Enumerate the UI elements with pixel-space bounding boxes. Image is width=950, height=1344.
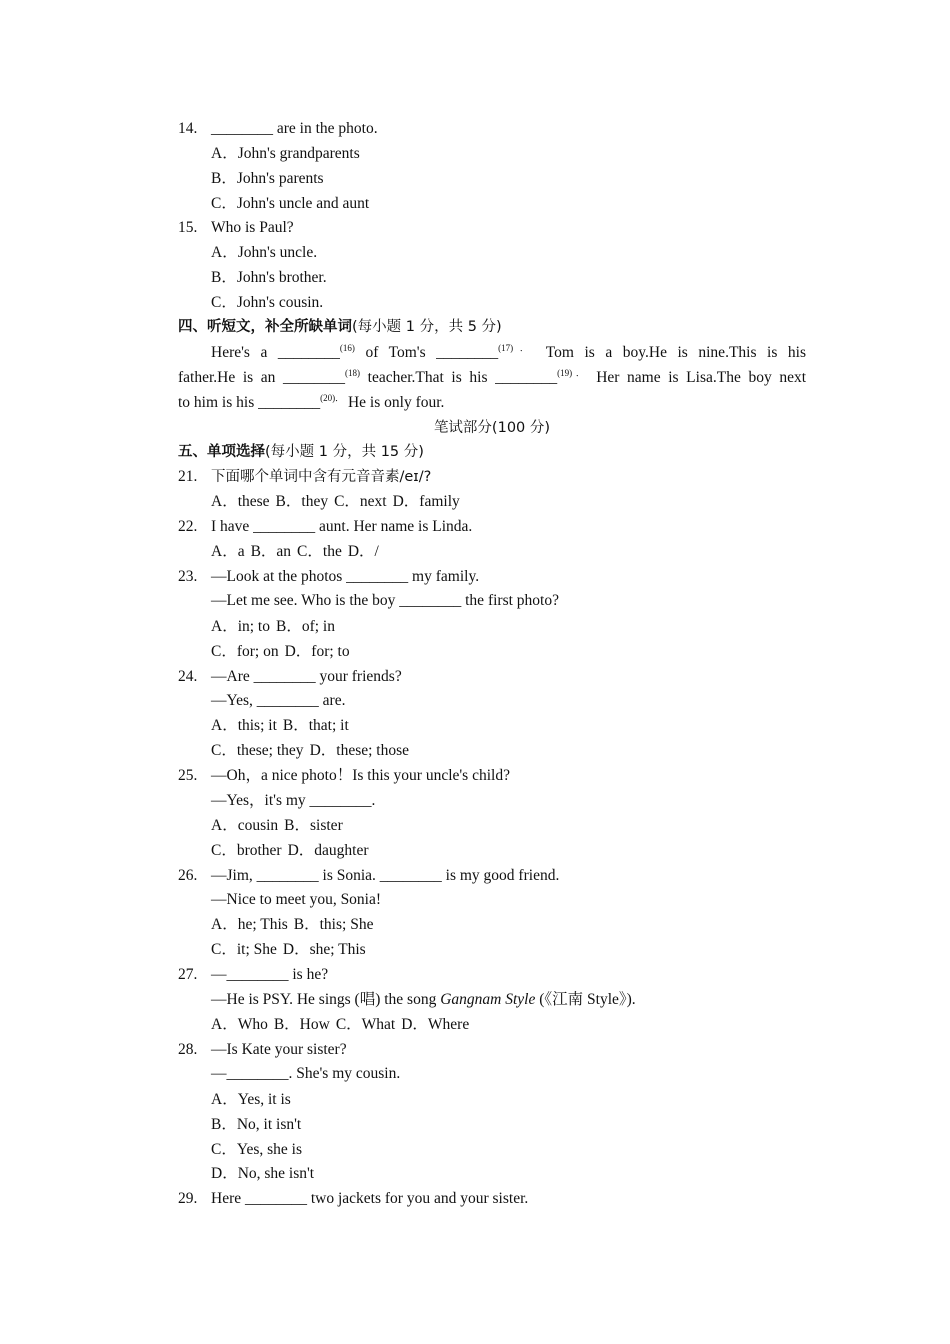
question-stem: —________. She's my cousin. (211, 1065, 401, 1082)
options-row: C．brother D．daughter (211, 842, 369, 859)
options-row: C．for; on D．for; to (211, 643, 350, 660)
question-stem: —He is PSY. He sings (唱) the song Gangnam Style (《江南 Style》). (211, 991, 636, 1008)
written-part-title: 笔试部分(100 分) (433, 420, 551, 436)
question-15: 15. Who is Paul? (178, 219, 294, 236)
options-row: A．cousin B．sister (211, 817, 343, 834)
option: B．John's parents (211, 170, 324, 187)
option: C．John's cousin. (211, 294, 324, 311)
question-stem: —Yes, ________ are. (211, 692, 346, 709)
question-stem: —Let me see. Who is the boy ________ the first photo? (211, 592, 559, 609)
question-27: 27. —________ is he? (178, 966, 329, 983)
option: A．John's grandparents (211, 145, 360, 162)
question-26: 26. —Jim, ________ is Sonia. ________ is my good friend. (178, 867, 560, 884)
question-22: 22. I have ________ aunt. Her name is Linda. (178, 518, 473, 535)
question-stem: —Yes，it's my ________. (211, 792, 376, 809)
option: A．John's uncle. (211, 244, 318, 261)
options-row: A．these B．they C．next D．family (211, 493, 460, 510)
passage-line-1: Here's a ________$^{(16)}$ of Tom's ________$^{(17).}$ Tom is a boy.He is nine.This is his (211, 343, 806, 361)
option: A．Yes, it is (211, 1091, 291, 1108)
section-5-heading: 五、单项选择(每小题 1 分，共 15 分) (178, 444, 424, 460)
option: B．John's brother. (211, 269, 327, 286)
options-row: A．he; This B．this; She (211, 916, 374, 933)
question-21: 21. 下面哪个单词中含有元音音素/eɪ/? (178, 468, 432, 485)
question-14: 14. ________ are in the photo. (178, 120, 378, 137)
option: C．Yes, she is (211, 1141, 303, 1158)
question-29: 29. Here ________ two jackets for you and your sister. (178, 1190, 529, 1207)
question-stem: —Nice to meet you, Sonia! (211, 891, 382, 908)
section-4-heading: 四、听短文，补全所缺单词(每小题 1 分，共 5 分) (178, 319, 502, 335)
options-row: A．in; to B．of; in (211, 618, 335, 635)
question-24: 24. —Are ________ your friends? (178, 668, 402, 685)
question-28: 28. —Is Kate your sister? (178, 1041, 347, 1058)
option: D．No, she isn't (211, 1165, 315, 1182)
options-row: C．it; She D．she; This (211, 941, 366, 958)
passage-line-2: father.He is an ________$^{(18)}$ teacher.That is his ________$^{(19).}$ Her name is Lisa.The boy next (178, 368, 806, 386)
option: C．John's uncle and aunt (211, 195, 370, 212)
options-row: A．this; it B．that; it (211, 717, 349, 734)
options-row: A．a B．an C．the D．/ (211, 543, 379, 560)
passage-line-3: to him is his ________$^{(20).}$ He is only four. (178, 393, 445, 411)
options-row: C．these; they D．these; those (211, 742, 410, 759)
options-row: A．Who B．How C．What D．Where (211, 1016, 470, 1033)
question-23: 23. —Look at the photos ________ my family. (178, 568, 480, 585)
option: B．No, it isn't (211, 1116, 302, 1133)
question-25: 25. —Oh，a nice photo！Is this your uncle's child? (178, 767, 510, 784)
